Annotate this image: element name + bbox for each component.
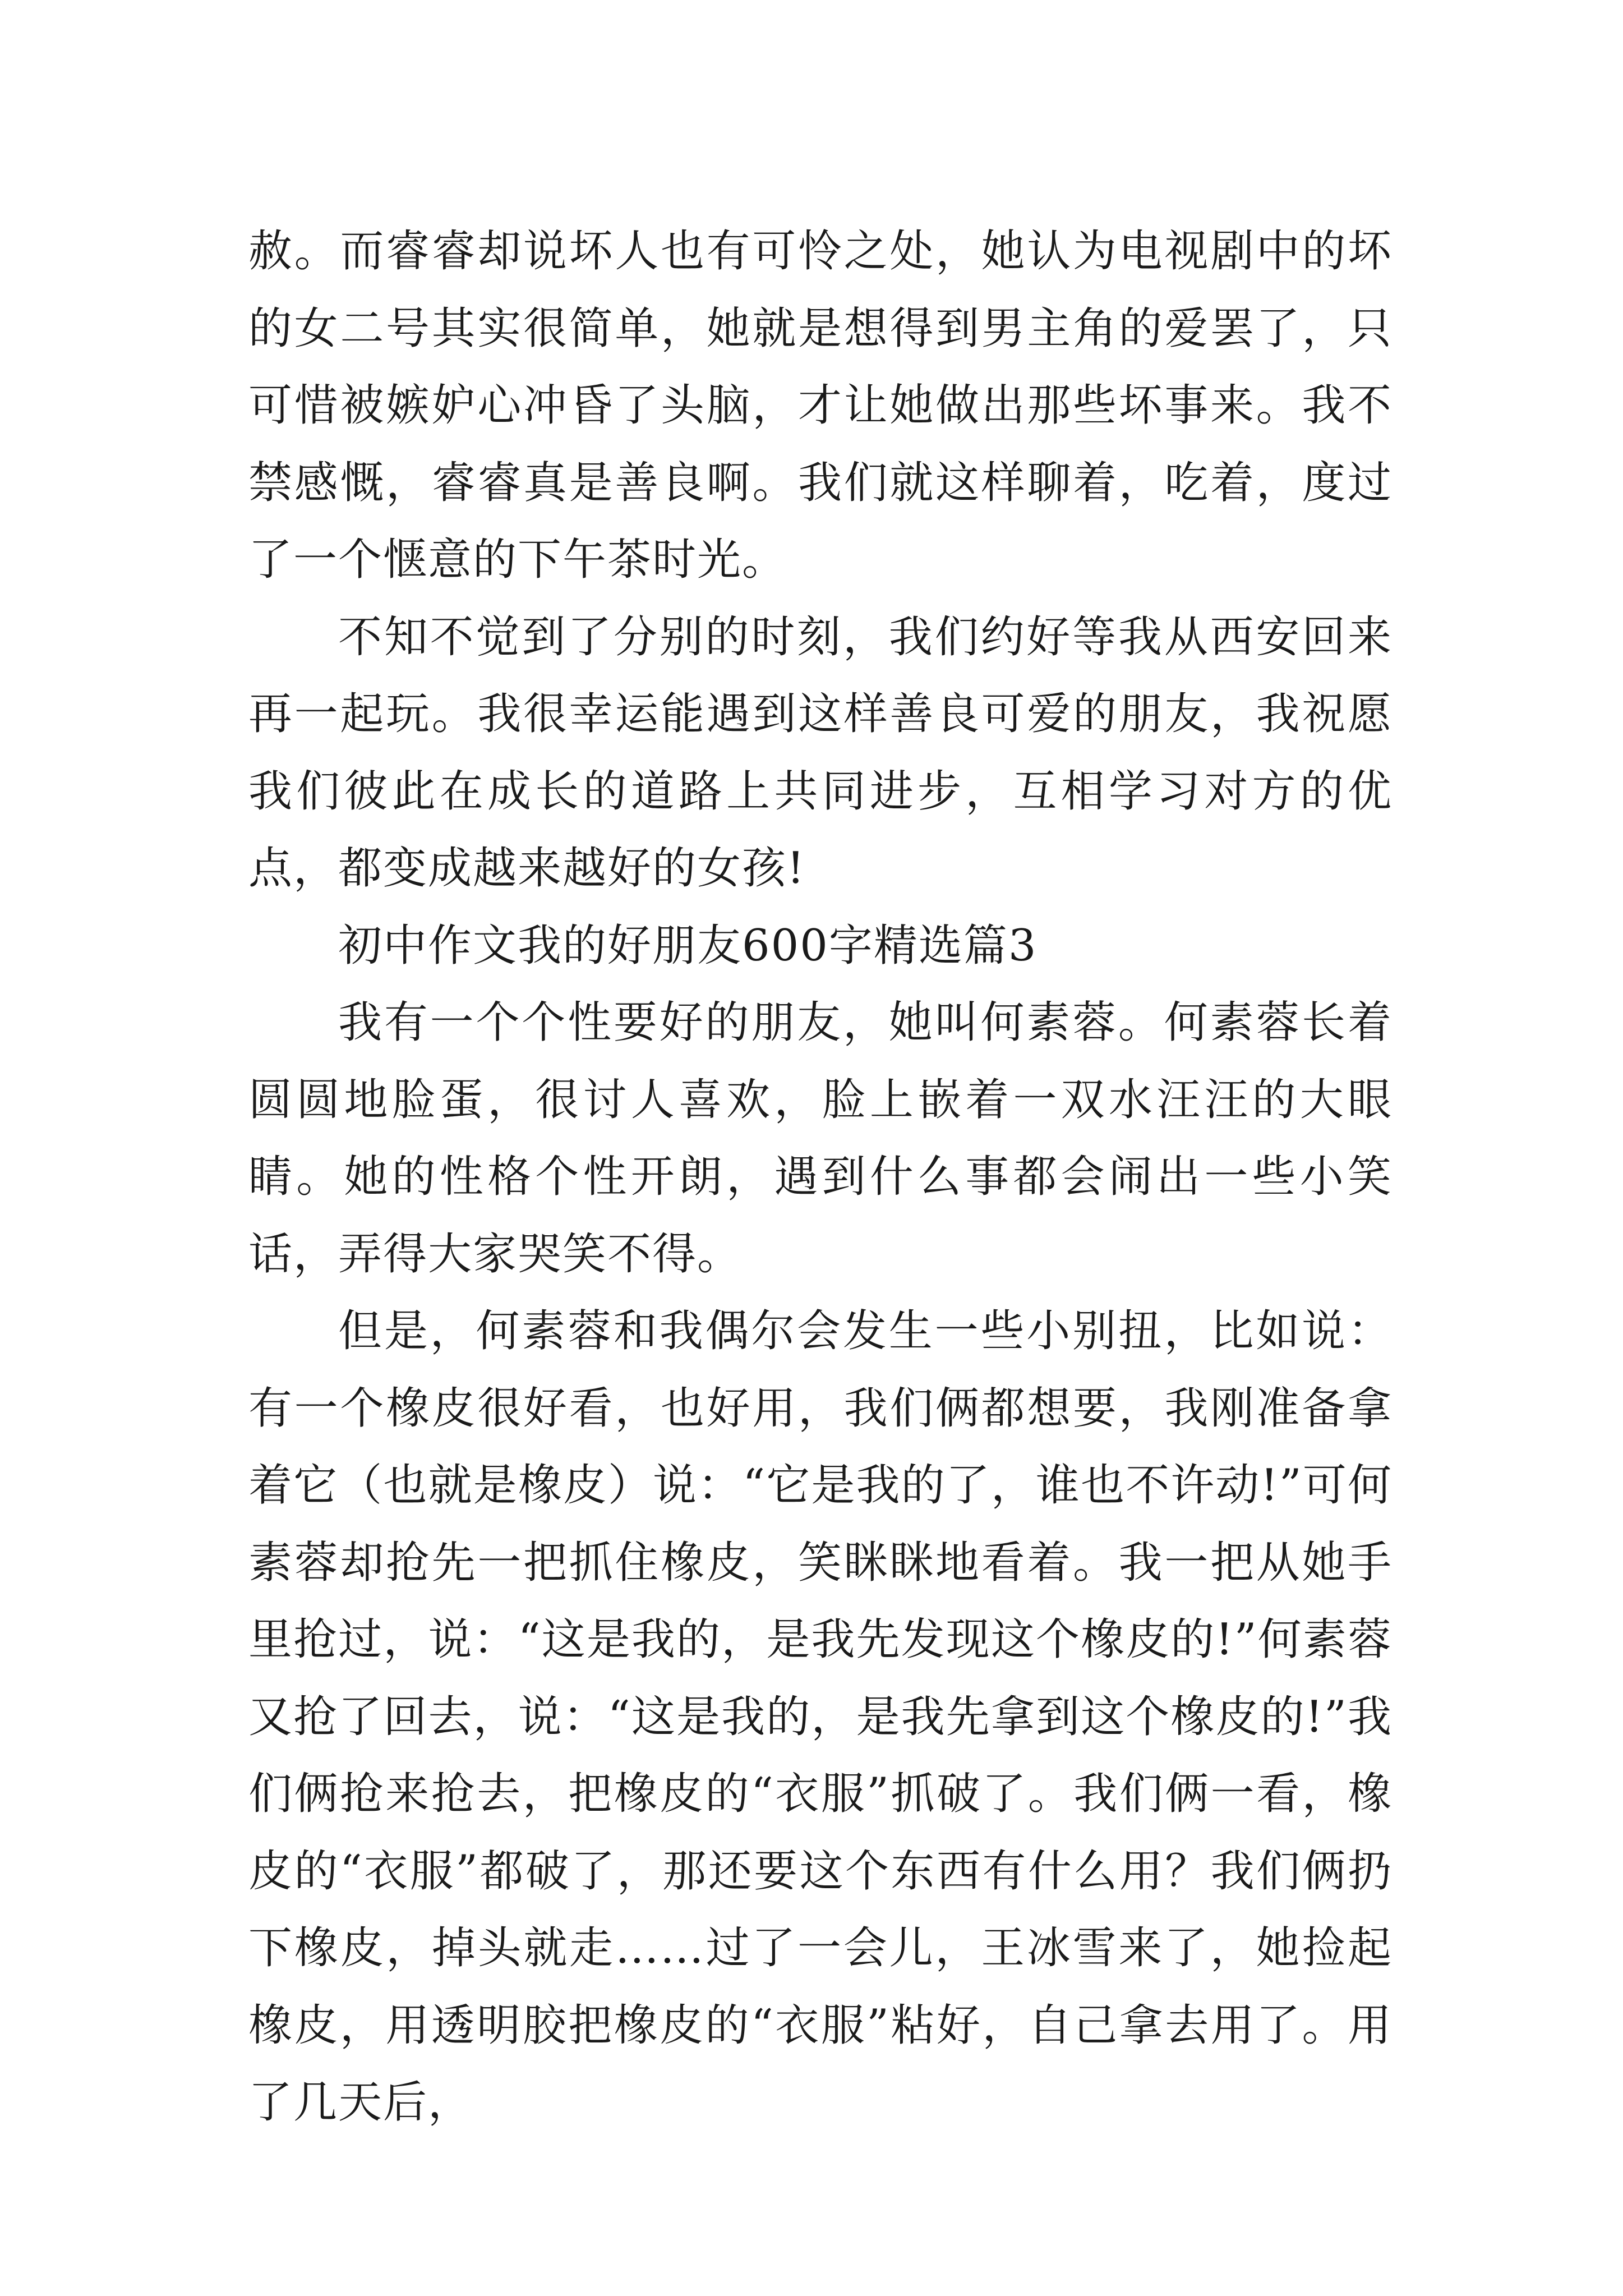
document-body	[248, 213, 1393, 2142]
paragraph-intro-friend: 我有一个个性要好的朋友，她叫何素蓉。何素蓉长着圆圆地脸蛋，很讨人喜欢，脸上嵌着一双水汪汪的大眼睛。她的性格个性开朗，遇到什么事都会闹出一些小笑话，弄得大家哭笑不得。	[248, 997, 1393, 1280]
paragraph-continuation: 赦。而睿睿却说坏人也有可怜之处，她认为电视剧中的坏的女二号其实很简单，她就是想得到男主角的爱罢了，只可惜被嫉妒心冲昏了头脑，才让她做出那些坏事来。我不禁感慨，睿睿真是善良啊。我们就这样聊着，吃着，度过了一个惬意的下午茶时光。	[248, 226, 1393, 585]
paragraph-eraser-story: 但是，何素蓉和我偶尔会发生一些小别扭，比如说：有一个橡皮很好看，也好用，我们俩都想要，我刚准备拿着它（也就是橡皮）说：“它是我的了，谁也不许动!”可何素蓉却抢先一把抓住橡皮，笑眯眯地看着。我一把从她手里抢过，说：“这是我的，是我先发现这个橡皮的!”何素蓉又抢了回去，说：“这是我的，是我先拿到这个橡皮的!”我们俩抢来抢去，把橡皮的“衣服”抓破了。我们俩一看，橡皮的“衣服”都破了，那还要这个东西有什么用？我们俩扔下橡皮，掉头就走……过了一会儿，王冰雪来了，她捡起橡皮，用透明胶把橡皮的“衣服”粘好，自己拿去用了。用了几天后，	[248, 1306, 1393, 2128]
section-heading: 初中作文我的好朋友600字精选篇3	[338, 920, 1038, 971]
paragraph-farewell: 不知不觉到了分别的时刻，我们约好等我从西安回来再一起玩。我很幸运能遇到这样善良可爱的朋友，我祝愿我们彼此在成长的道路上共同进步，互相学习对方的优点，都变成越来越好的女孩!	[248, 611, 1393, 894]
